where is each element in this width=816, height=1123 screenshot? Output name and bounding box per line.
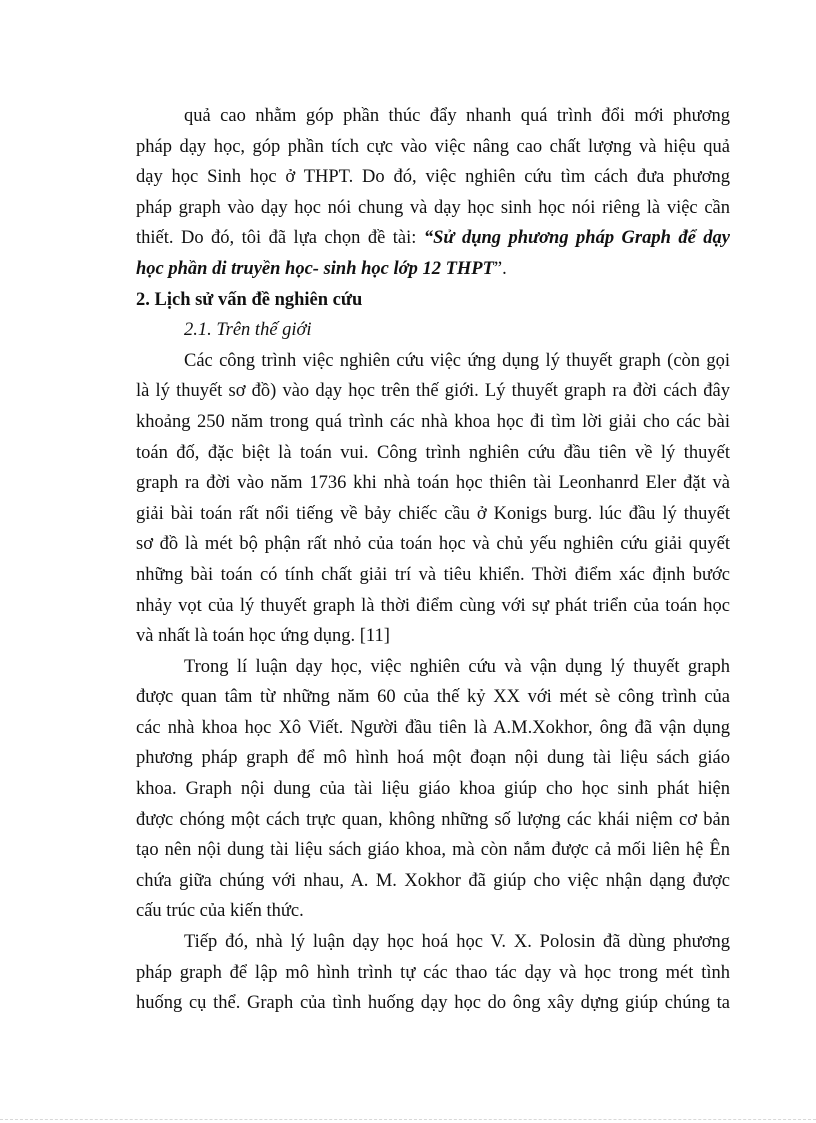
paragraph-1-line: nhảy vọt của lý thuyết graph là thời điểm cùng với sự phát triển của toán học <box>136 595 730 616</box>
paragraph-2-line: các nhà khoa học Xô Viết. Người đầu tiên là A.M.Xokhor, ông đã vận dụng <box>136 717 730 738</box>
thesis-title-part2: học phần di truyền học- sinh học lớp 12 THPT <box>136 258 494 279</box>
paragraph-2-line: chứa giữa chúng với nhau, A. M. Xokhor đã giúp cho việc nhận dạng được <box>136 870 730 891</box>
paragraph-intro-line: pháp graph vào dạy học nói chung và dạy học sinh học nói riêng là việc cần <box>136 197 730 218</box>
thesis-title-close: ”. <box>493 258 507 279</box>
document-page <box>136 101 730 1019</box>
paragraph-3-line: huống cụ thể. Graph của tình huống dạy học do ông xây dựng giúp chúng ta <box>136 993 730 1014</box>
paragraph-intro-line: pháp dạy học, góp phần tích cực vào việc nâng cao chất lượng và hiệu quả <box>136 136 730 157</box>
paragraph-3-line: Tiếp đó, nhà lý luận dạy học hoá học V. X. Polosin đã dùng phương <box>184 932 730 953</box>
paragraph-1-line: giải bài toán rất nổi tiếng về bảy chiếc cầu ở Konigs burg. lúc đầu lý thuyết <box>136 503 730 524</box>
paragraph-3-line: pháp graph để lập mô hình trình tự các thao tác dạy và học trong mét tình <box>136 962 730 983</box>
intro-line-prefix: thiết. Do đó, tôi đã lựa chọn đề tài: <box>136 228 417 249</box>
subsection-heading: 2.1. Trên thế giới <box>184 320 312 341</box>
page-bottom-divider <box>0 1119 816 1120</box>
paragraph-1-line: Các công trình việc nghiên cứu việc ứng dụng lý thuyết graph (còn gọi <box>184 350 730 371</box>
paragraph-2-line: cấu trúc của kiến thức. <box>136 901 304 922</box>
paragraph-intro-line: quả cao nhằm góp phần thúc đẩy nhanh quá trình đổi mới phương <box>184 106 730 126</box>
paragraph-1-line: là lý thuyết sơ đồ) vào dạy học trên thế giới. Lý thuyết graph ra đời cách đây <box>136 381 730 402</box>
paragraph-intro-line <box>136 254 730 285</box>
paragraph-1-line: và nhất là toán học ứng dụng. [11] <box>136 626 390 647</box>
paragraph-2-line: được quan tâm từ những năm 60 của thế kỷ XX với mét sè công trình của <box>136 687 730 708</box>
paragraph-1-line: những bài toán có tính chất giải trí và tiêu khiển. Thời điểm xác định bước <box>136 564 730 585</box>
paragraph-2-line: phương pháp graph để mô hình hoá một đoạn nội dung tài liệu sách giáo <box>136 748 730 769</box>
paragraph-1-line: khoảng 250 năm trong quá trình các nhà khoa học đi tìm lời giải cho các bài <box>136 411 730 432</box>
paragraph-1-line: sơ đồ là mét bộ phận rất nhỏ của toán học và chủ yếu nghiên cứu giải quyết <box>136 534 730 555</box>
paragraph-2-line: khoa. Graph nội dung của tài liệu giáo khoa giúp cho học sinh phát hiện <box>136 779 730 800</box>
paragraph-1-line: toán đố, đặc biệt là toán vui. Công trình nghiên cứu đầu tiên về lý thuyết <box>136 442 730 463</box>
paragraph-2-line: tạo nên nội dung tài liệu sách giáo khoa, mà còn nắm được cả mối liên hệ Ên <box>136 840 730 861</box>
paragraph-2-line: được chóng một cách trực quan, không những số lượng các khái niệm cơ bản <box>136 809 730 830</box>
section-heading: 2. Lịch sử vấn đề nghiên cứu <box>136 289 363 310</box>
paragraph-intro-line: dạy học Sinh học ở THPT. Do đó, việc nghiên cứu tìm cách đưa phương <box>136 167 730 188</box>
paragraph-2-line: Trong lí luận dạy học, việc nghiên cứu và vận dụng lý thuyết graph <box>184 656 730 677</box>
paragraph-intro-line <box>136 223 730 254</box>
thesis-title-part1: “Sử dụng phương pháp Graph để dạy <box>423 228 730 249</box>
paragraph-1-line: graph ra đời vào năm 1736 khi nhà toán học thiên tài Leonhanrd Eler đặt và <box>136 473 730 494</box>
